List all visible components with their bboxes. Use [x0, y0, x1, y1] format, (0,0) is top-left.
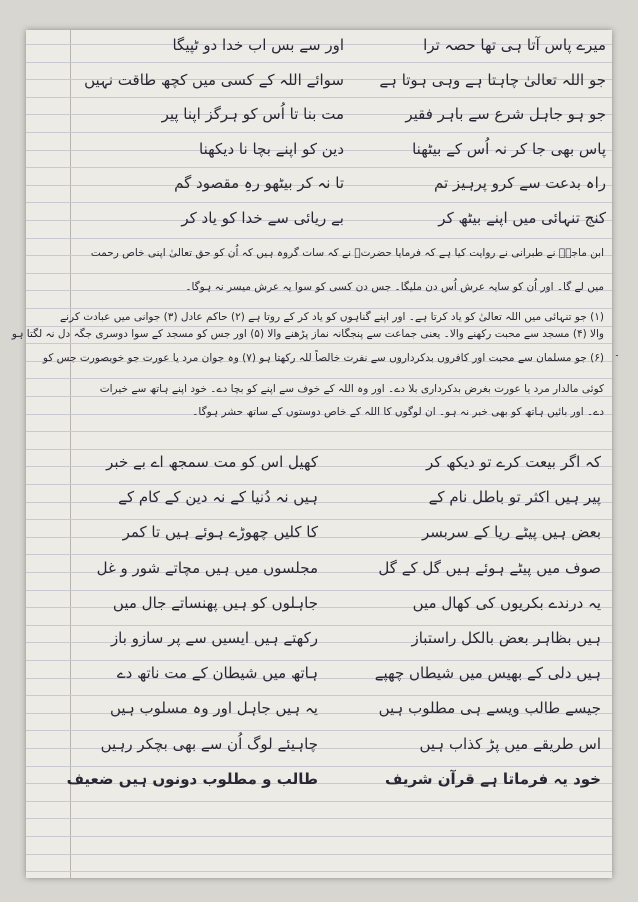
verse-line-right: اس طریقے میں پڑ کذاب ہیں	[419, 734, 601, 753]
verse-line-left: دین کو اپنے بچا نا دیکھنا	[199, 139, 344, 158]
verse-line-right: پاس بھی جا کر نہ اُس کے بیٹھنا	[412, 139, 606, 158]
verse-line-left: مت بنا تا اُس کو ہرگز اپنا پیر	[161, 105, 344, 123]
verse-line-left: سوائے اللہ کے کسی میں کچھ طاقت نہیں	[84, 70, 344, 89]
verse-line-right: پیر ہیں اکثر تو باطل نام کے	[428, 488, 601, 507]
prose-line: (۱) جو تنہائی میں اللہ تعالیٰ کو یاد کرتا ہے۔ اور اپنے گناہوں کو یاد کر کے روتا ہے (۲) حاکم عادل (۳) جوانی میں عبادت کرنے	[59, 311, 604, 323]
verse-line-right: خود یہ فرماتا ہے قرآن شریف	[384, 769, 601, 788]
verse-line-right: کہ اگر بیعت کرے تو دیکھ کر	[426, 453, 601, 471]
verse-line-left: ہاتھ میں شیطان کے مت ناتھ دے	[116, 664, 318, 683]
verse-line-right: ہیں دلی کے بھیس میں شیطاں چھپے	[374, 664, 601, 683]
verse-line-right: یہ درندے بکریوں کی کھال میں	[412, 593, 601, 612]
verse-line-right: جو ہو جاہل شرع سے باہر فقیر	[405, 105, 606, 123]
verse-line-right: کنج تنہائی میں اپنے بیٹھ کر	[438, 208, 606, 227]
margin-mark: ۔	[614, 348, 620, 359]
verse-line-left: یہ ہیں جاہل اور وہ مسلوب ہیں	[110, 699, 318, 718]
notebook-page	[11, 30, 620, 878]
verse-line-right: میرے پاس آتا ہی تھا حصہ ترا	[423, 36, 606, 54]
verse-line-left: جاہلوں کو ہیں پھنساتے جال میں	[112, 593, 318, 612]
verse-line-right: راہ بدعت سے کرو پرہیز تم	[434, 174, 606, 192]
verse-line-left: مجلسوں میں ہیں مچاتے شور و غل	[96, 558, 318, 577]
verse-line-right: جیسے طالب ویسے ہی مطلوب ہیں	[378, 699, 601, 718]
verse-line-left: چاہیئے لوگ اُن سے بھی بچکر رہیں	[100, 734, 318, 753]
verse-line-right: ہیں بظاہر بعض بالکل راستباز	[411, 629, 601, 647]
prose-line: میں لے گا۔ اور اُن کو سایہ عرش اُس دن ملیگا۔ جس دن کسی کو سوا یہ عرش میسر نہ ہوگا۔	[185, 281, 604, 293]
verse-line-left: ہیں نہ دُنیا کے نہ دین کے کام کے	[118, 488, 318, 507]
verse-line-left: کا کلیں چھوڑے ہوئے ہیں تا کمر	[122, 523, 318, 542]
verse-line-left: تا نہ کر بیٹھو رہِ مقصود گم	[174, 174, 344, 192]
prose-line: کوئی مالدار مرد یا عورت بغرض بدکرداری بلا دے۔ اور وہ اللہ کے خوف سے اپنے کو بچا دے۔ خود اپنے ہاتھ سے خیرات	[99, 383, 604, 395]
verse-line-left: طالب و مطلوب دونوں ہیں ضعیف	[66, 769, 318, 788]
prose-line: والا (۴) مسجد سے محبت رکھنے والا۔ یعنی جماعت سے پنجگانہ نماز پڑھنے والا (۵) اور جس کو مسجد کے سوا دوسری جگہ دل نہ لگتا ہو	[11, 328, 604, 340]
prose-line: (۶) جو مسلمان سے محبت اور کافروں بدکرداروں سے نفرت خالصاً للہ رکھتا ہو (۷) وہ جوان مرد یا عورت جو خوبصورت جس کو	[42, 352, 604, 364]
verse-line-left: رکھتے ہیں ایسیں سے پر سازو باز	[110, 629, 318, 647]
verse-line-left: بے ریائی سے خدا کو یاد کر	[181, 208, 344, 227]
verse-line-left: کھیل اس کو مت سمجھ اے بے خبر	[106, 453, 318, 471]
prose-line: دے۔ اور بائیں ہاتھ کو بھی خبر نہ ہو۔ ان لوگوں کا اللہ کے خاص دوستوں کے ساتھ حشر ہوگا۔	[192, 406, 604, 418]
verse-line-right: جو اللہ تعالیٰ چاہتا ہے وہی ہوتا ہے	[379, 70, 606, 89]
verse-line-left: اور سے بس اب خدا دو ٹپیگا	[172, 36, 344, 54]
verse-line-right: صوف میں پیٹے ہوئے ہیں گل کے گل	[378, 558, 601, 577]
prose-line: ابن ماجہؒ نے طبرانی نے روایت کیا ہے کہ فرمایا حضرتؐ نے کہ سات گروہ ہیں کہ اُن کو حق تعالیٰ اپنی خاص رحمت	[90, 247, 604, 259]
verse-line-right: بعض ہیں پیٹے ریا کے سربسر	[422, 523, 601, 542]
